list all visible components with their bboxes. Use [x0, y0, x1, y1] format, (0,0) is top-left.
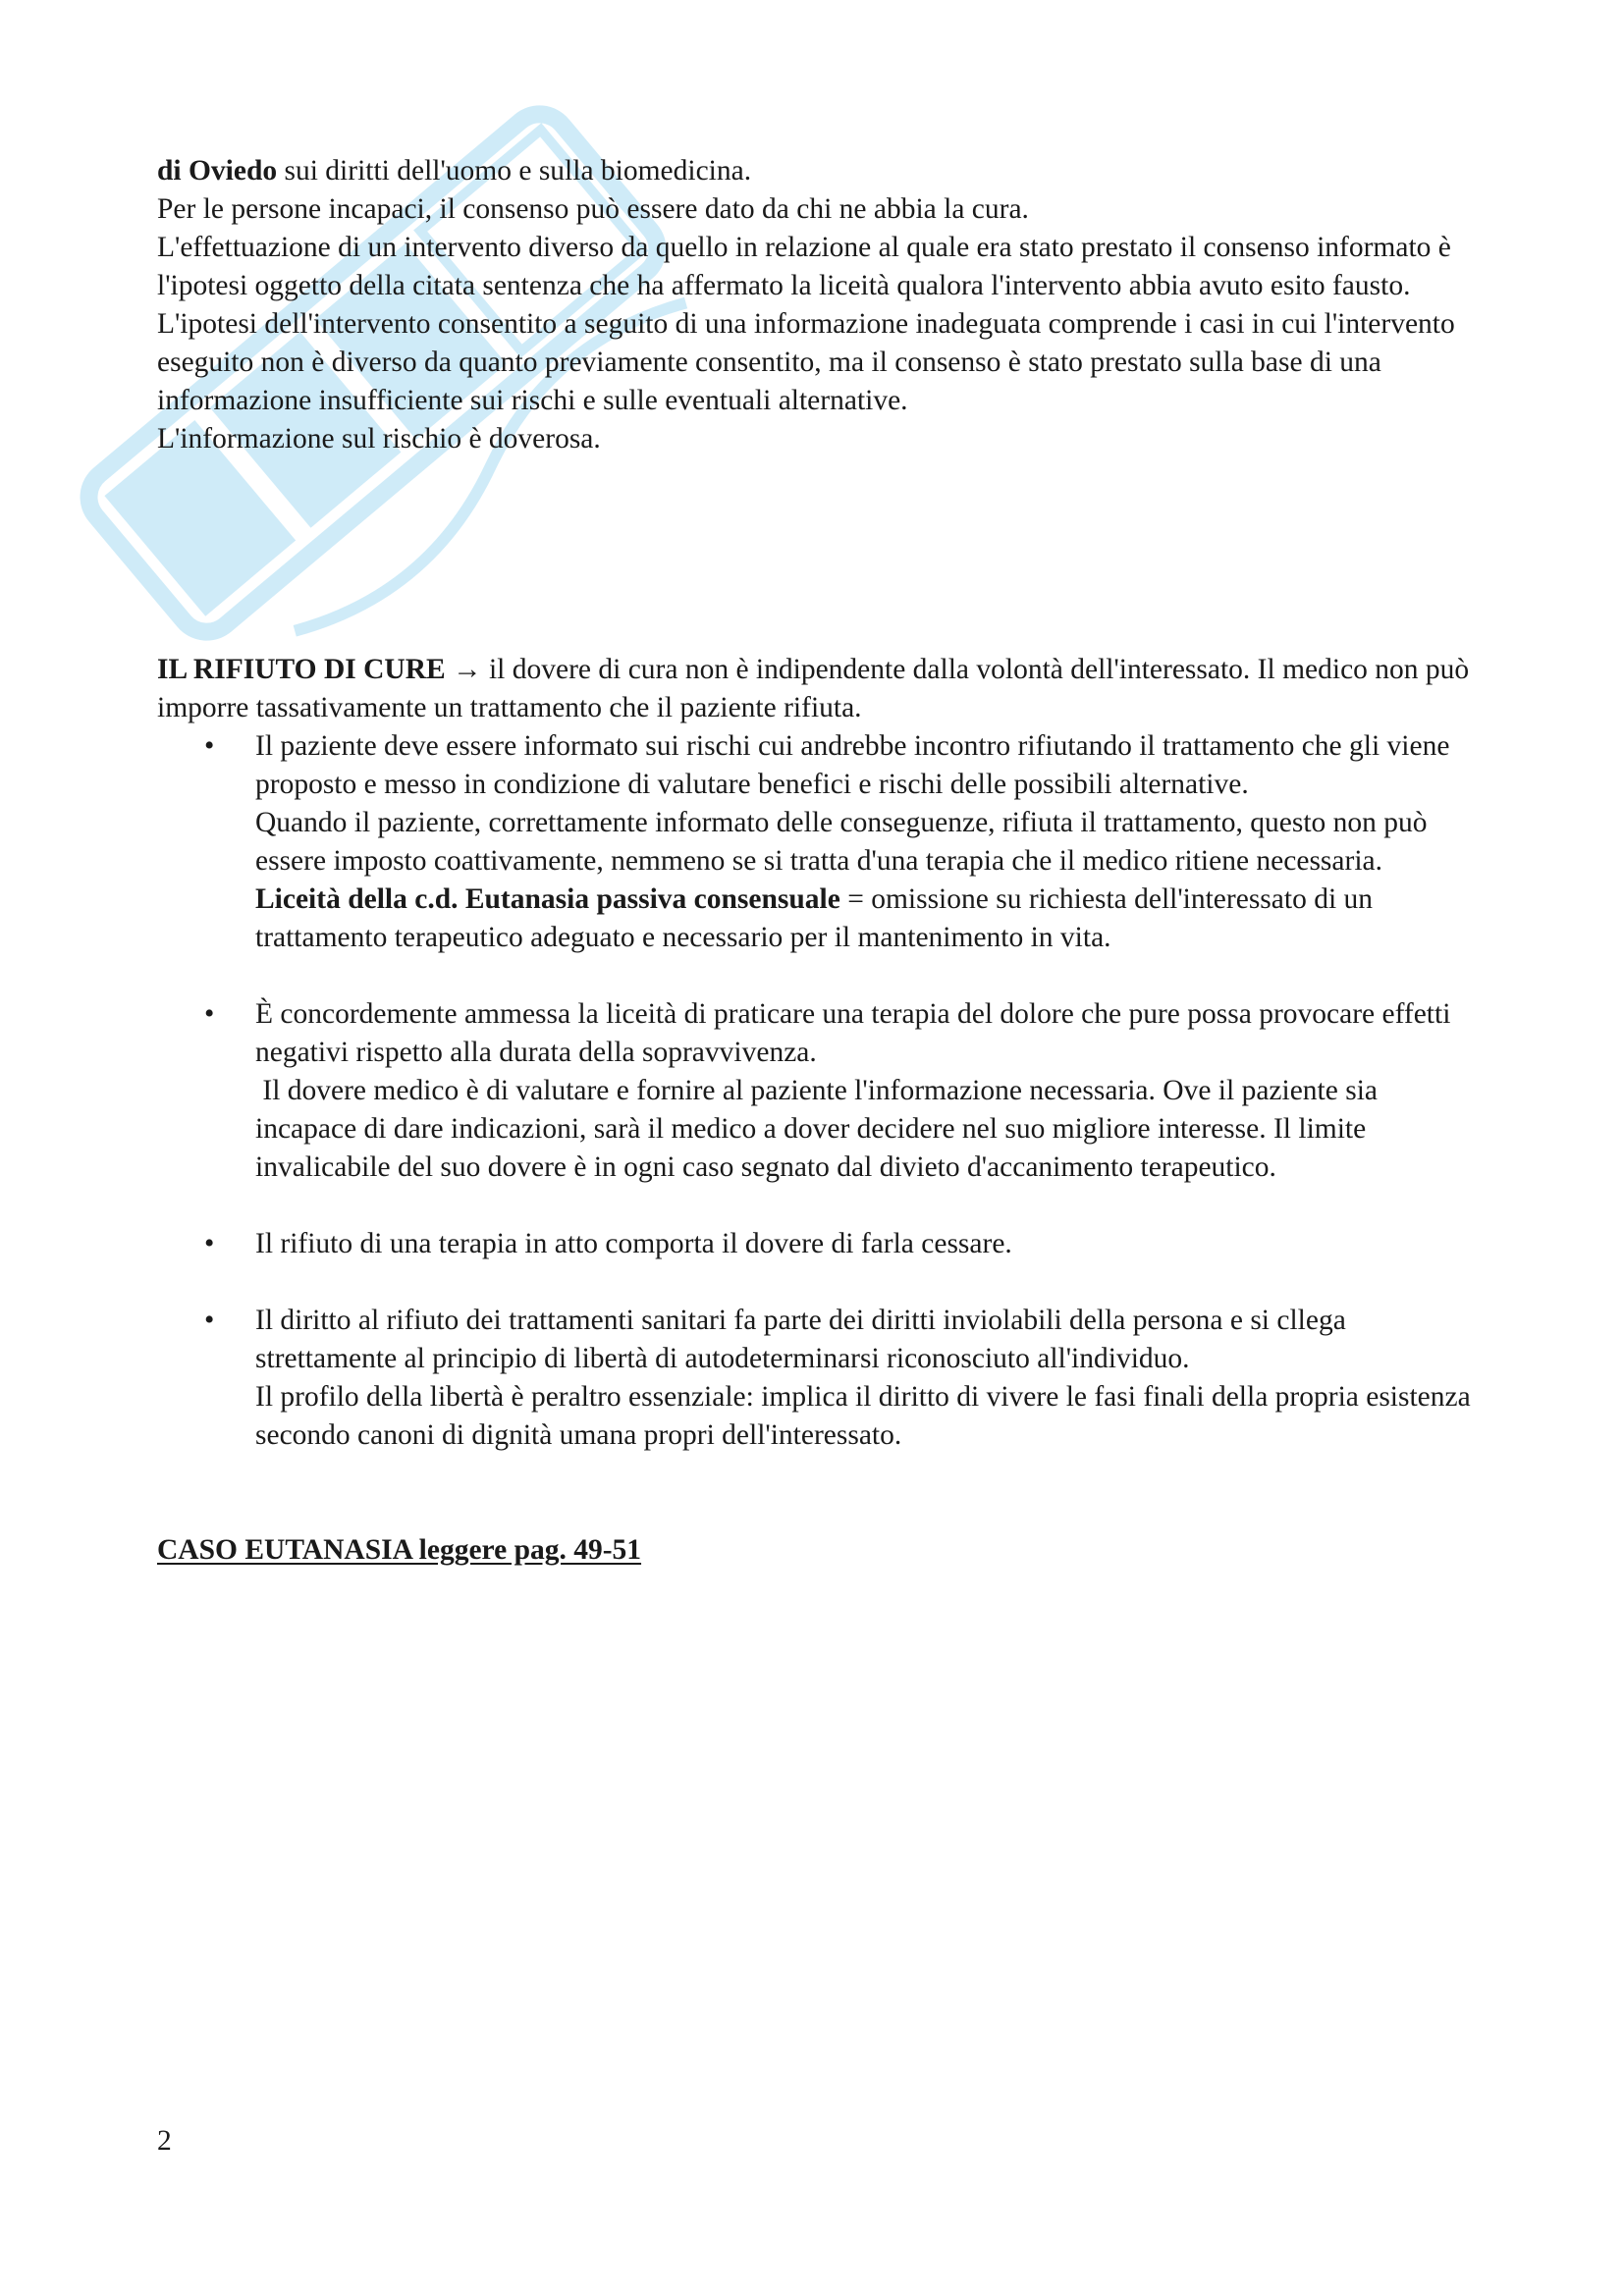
bullet1-paragraph1: Il paziente deve essere informato sui rischi cui andrebbe incontro rifiutando il trattamento che gli viene proposto e messo in condizione di valutare benefici e rischi delle possibili alternative.	[255, 730, 1450, 800]
spacer	[157, 1455, 1483, 1493]
bullet-list	[157, 727, 1483, 1455]
bullet1-paragraph3	[255, 881, 1483, 957]
eutanasia-passiva-bold: Liceità della c.d. Eutanasia passiva consensuale	[255, 883, 840, 915]
list-item	[157, 727, 1483, 957]
bullet2-paragraph1: È concordemente ammessa la liceità di praticare una terapia del dolore che pure possa provocare effetti negativi rispetto alla durata della sopravvivenza.	[255, 998, 1451, 1068]
list-item	[157, 1302, 1483, 1455]
intro-paragraph-rischio: L'informazione sul rischio è doverosa.	[157, 423, 601, 454]
list-item	[157, 1225, 1483, 1263]
caso-eutanasia-heading	[157, 1531, 1483, 1570]
bullet-icon: •	[204, 730, 215, 762]
oviedo-bold: di Oviedo	[157, 155, 278, 187]
spacer	[157, 458, 1483, 651]
oviedo-rest: sui diritti dell'uomo e sulla biomedicina.	[277, 155, 752, 187]
rifiuto-text: il dovere di cura non è indipendente dalla volontà dell'interessato. Il medico non può imporre tassativamente un trattamento che il paziente rifiuta.	[157, 654, 1470, 723]
bullet-icon: •	[204, 998, 215, 1030]
bullet2-paragraph2: Il dovere medico è di valutare e fornire al paziente l'informazione necessaria. Ove il paziente sia incapace di dare indicazioni, sarà il medico a dover decidere nel suo migliore interesse. Il limite invalicabile del suo dovere è in ogni caso segnato dal divieto d'accanimento terapeutico.	[255, 1075, 1385, 1183]
page-number: 2	[157, 2125, 172, 2157]
arrow-right-icon: →	[445, 654, 489, 685]
intro-paragraph-incapaci: Per le persone incapaci, il consenso può essere dato da chi ne abbia la cura.	[157, 193, 1029, 225]
bullet4-paragraph1: Il diritto al rifiuto dei trattamenti sanitari fa parte dei diritti inviolabili della persona e si cllega strettamente al principio di libertà di autodeterminarsi riconosciuto all'individuo.	[255, 1305, 1346, 1374]
caso-eutanasia-title: CASO EUTANASIA leggere pag. 49-51	[157, 1534, 642, 1566]
spacer	[157, 1493, 1483, 1531]
intro-line-oviedo	[157, 152, 1483, 190]
rifiuto-paragraph	[157, 651, 1483, 727]
bullet-icon: •	[204, 1305, 215, 1336]
intro-paragraph-intervento-diverso: L'effettuazione di un intervento diverso da quello in relazione al quale era stato prestato il consenso informato è l'ipotesi oggetto della citata sentenza che ha affermato la liceità qualora l'intervento abbia avuto esito fausto.	[157, 232, 1451, 301]
bullet4-paragraph2: Il profilo della libertà è peraltro essenziale: implica il diritto di vivere le fasi finali della propria esistenza secondo canoni di dignità umana propri dell'interessato.	[255, 1381, 1471, 1451]
rifiuto-title: IL RIFIUTO DI CURE	[157, 654, 446, 685]
bullet3-paragraph1: Il rifiuto di una terapia in atto comporta il dovere di farla cessare.	[255, 1228, 1012, 1259]
document-page	[157, 152, 1483, 1570]
intro-paragraph-informazione-inadeguata: L'ipotesi dell'intervento consentito a seguito di una informazione inadeguata comprende i casi in cui l'intervento eseguito non è diverso da quanto previamente consentito, ma il consenso è stato prestato sulla base di una informazione insufficiente sui rischi e sulle eventuali alternative.	[157, 308, 1455, 416]
bullet1-paragraph2: Quando il paziente, correttamente informato delle conseguenze, rifiuta il trattamento, questo non può essere imposto coattivamente, nemmeno se si tratta d'una terapia che il medico ritiene necessaria.	[255, 807, 1428, 877]
bullet-icon: •	[204, 1228, 215, 1259]
eutanasia-passiva-definition: = omissione su richiesta dell'interessato di un trattamento terapeutico adeguato e necessario per il mantenimento in vita.	[255, 883, 1374, 953]
list-item	[157, 995, 1483, 1187]
